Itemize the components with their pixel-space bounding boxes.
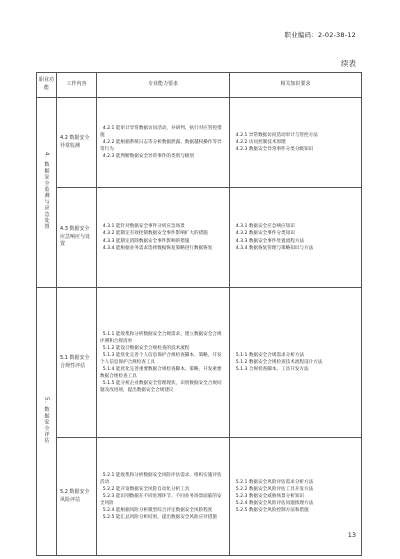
knowledge-cell (230, 98, 362, 188)
table-header-row (37, 73, 362, 98)
knowledge-cell (230, 288, 362, 438)
page-number: 13 (347, 531, 356, 539)
abilities-cell (97, 188, 230, 288)
occupation-code: 职业编码：2-02-38-12 (284, 31, 356, 39)
knowledge-item: 4.2.1 异常数据访问活动审计与管控方法 (235, 132, 318, 138)
knowledge-item: 5.2.4 数据安全风险评估问题推理方法 (235, 501, 314, 507)
knowledge-item: 4.3.4 数据恢复管理与策略知识与方法 (235, 245, 314, 251)
knowledge-item: 5.2.1 数据安全风险评估需求分析方法 (235, 479, 314, 485)
domain-cell-5 (37, 288, 57, 556)
ability-item: 5.1.2 能设计数据安全合规检查的技术流程 (102, 345, 190, 351)
abilities-cell (97, 438, 230, 556)
table-row (37, 288, 362, 438)
ability-item: 5.1.5 能分析企业数据安全管理现状，识别数据安全合规问题及改进项，提出数据安全合规建议 (100, 381, 222, 394)
ability-item: 5.1.3 能优化完善个人信息保护合规检查脚本、策略，开发个人信息保护合规检查工具 (100, 352, 222, 365)
domain-label: 数据安全评估 (43, 406, 50, 444)
continued-label: 续表 (341, 59, 356, 68)
knowledge-item: 4.3.1 数据安全应急响应知识 (235, 224, 295, 230)
work-content-cell: 5.1 数据安全合规性评估 (57, 288, 97, 438)
knowledge-cell (230, 188, 362, 288)
ability-item: 4.2.1 能审计异常数据访问活动，并研判、执行对应管控措施 (100, 125, 222, 138)
knowledge-item: 4.2.3 数据安全异常事件分类分级知识 (235, 147, 314, 153)
abilities-cell (97, 288, 230, 438)
knowledge-item: 4.3.3 数据安全事件处置流程方法 (235, 238, 305, 244)
ability-item: 5.2.1 能收集和分析数据安全风险评估需求，组织实施评估活动 (100, 472, 222, 485)
competency-table (36, 72, 362, 556)
knowledge-item: 5.1.1 数据安全合规需求分析方法 (235, 352, 305, 358)
ability-item: 4.3.4 能根据业务需求选择数据恢复策略进行数据恢复 (102, 245, 213, 251)
knowledge-item: 4.3.2 数据安全事件分类知识 (235, 231, 295, 237)
ability-item: 4.3.2 能制定有效控制数据安全事件影响扩大的措施 (102, 231, 208, 237)
work-content-cell: 5.2 数据安全风险评估 (57, 438, 97, 556)
ability-item: 4.3.3 能制定消除数据安全事件影响的措施 (102, 238, 190, 244)
ability-item: 5.2.3 能识别数据在不同处理环节、不同业务场景面临的安全风险 (100, 493, 222, 507)
knowledge-item: 5.2.2 数据安全风险评估工具开发方法 (235, 486, 314, 492)
table-row (37, 438, 362, 556)
knowledge-item: 5.2.5 数据安全风险控制方法和措施 (235, 508, 309, 514)
domain-label: 数据安全监测与应急处置 (43, 161, 50, 230)
table-row (37, 98, 362, 188)
domain-number: 5. (43, 396, 50, 404)
work-content-cell: 4.2 数据安全异常监测 (57, 98, 97, 188)
ability-item: 5.2.2 能开发数据安全风险自动化分析工具 (102, 486, 190, 492)
ability-item: 4.2.2 能根据系统日志等分析数据泄露、数据越权操作等异常行为 (100, 139, 222, 153)
ability-item: 4.2.3 能判断数据安全异常事件的类别与级别 (102, 154, 194, 160)
header-function: 职业功能 (37, 73, 57, 98)
knowledge-item: 5.2.3 数据安全威胁场景分析知识 (235, 493, 305, 499)
abilities-cell (97, 98, 230, 188)
knowledge-item: 5.1.3 合规检查脚本、工具开发方法 (235, 367, 309, 373)
knowledge-item: 4.2.2 访问控制技术原理 (235, 139, 286, 145)
header-work-content: 工作内容 (57, 73, 97, 98)
header-abilities: 专业能力要求 (97, 73, 230, 98)
ability-item: 4.3.1 能针对数据安全事件分析应急场景 (102, 224, 185, 230)
knowledge-item: 5.1.2 数据安全合规检查技术流程设计方法 (235, 359, 323, 365)
ability-item: 5.1.4 能优化完善重要数据合规检查脚本、策略，开发重要数据合规检查工具 (100, 367, 222, 380)
ability-item: 5.1.1 能收集和分析数据安全合规需求，建立数据安全合规评测和合规清单 (100, 331, 222, 344)
header-knowledge: 相关知识要求 (230, 73, 362, 98)
work-content-cell: 4.3 数据安全应急响应与处置 (57, 188, 97, 288)
ability-item: 5.2.4 能根据风险分析模型综合评定数据安全风险程度 (102, 508, 213, 514)
knowledge-cell (230, 438, 362, 556)
ability-item: 5.2.5 能汇总风险分析结果，提出数据安全风险应对措施 (102, 515, 217, 521)
table-row (37, 188, 362, 288)
domain-number: 4. (43, 152, 50, 160)
domain-cell-4 (37, 98, 57, 288)
